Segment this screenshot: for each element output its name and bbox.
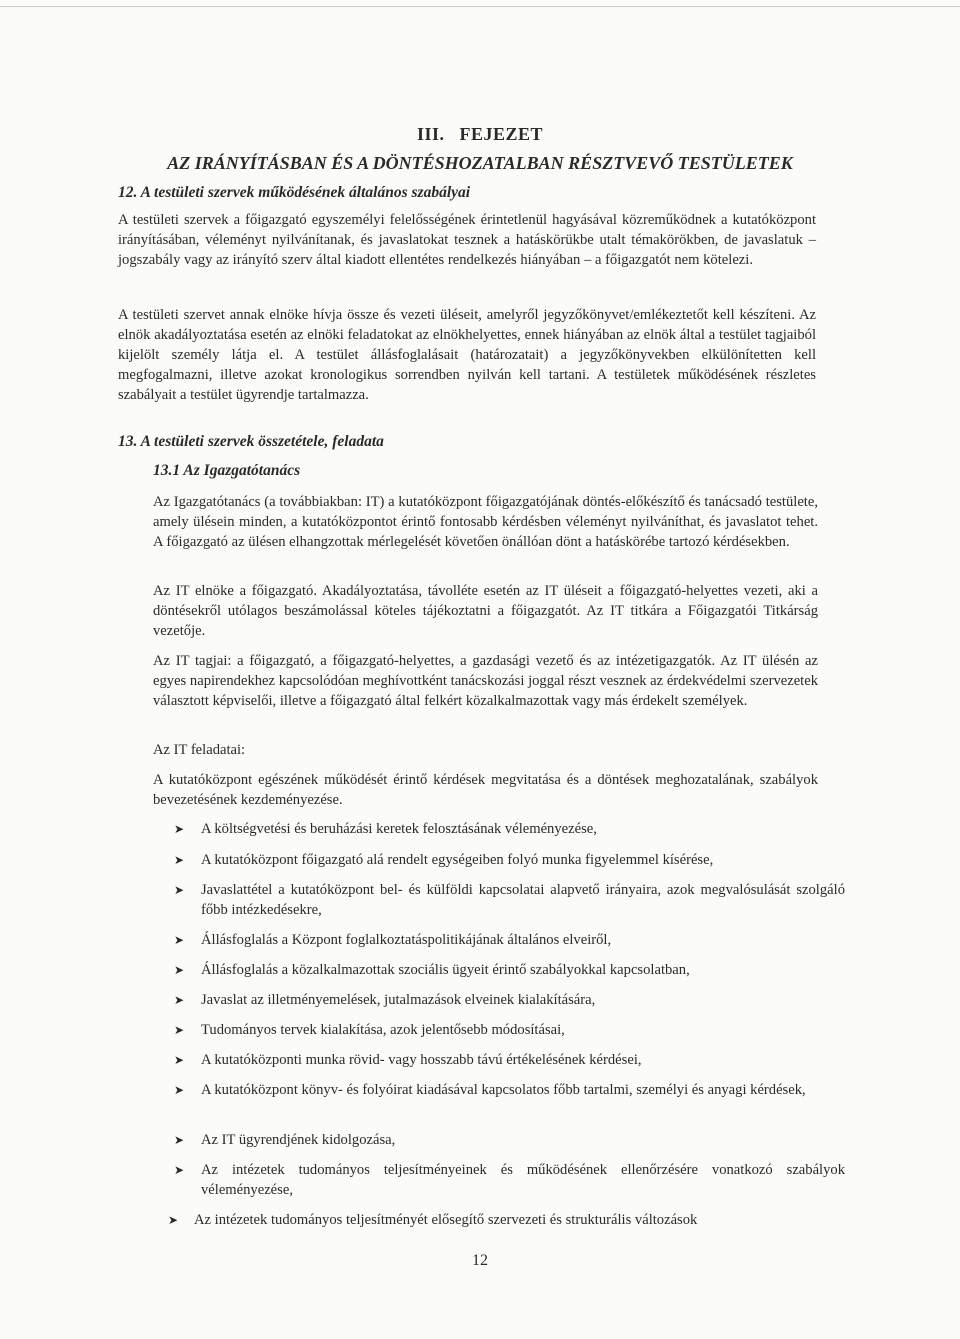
- list-item: ➤ Állásfoglalás a Központ foglalkoztatáspolitikájának általános elveiről,: [174, 932, 612, 948]
- arrow-bullet-icon: ➤: [174, 1053, 185, 1067]
- arrow-bullet-icon: ➤: [174, 993, 185, 1007]
- list-item: ➤ A kutatóközponti munka rövid- vagy hosszabb távú értékelésének kérdései,: [174, 1052, 642, 1068]
- arrow-bullet-icon: ➤: [174, 1163, 185, 1177]
- section-13-1-paragraph-2: Az IT elnöke a főigazgató. Akadályoztatása, távolléte esetén az IT üléseit a főigazgató-helyettes vezeti, aki a döntésekről utólagos beszámolással köteles tájékoztatni a főigazgatót. Az IT titkára a Főigazgatói Titkárság vezetője.: [153, 583, 818, 639]
- list-item: ➤ A költségvetési és beruházási keretek felosztásának véleményezése,: [174, 821, 597, 837]
- section-13-1-paragraph-4: Az IT feladatai:: [153, 742, 246, 758]
- section-13-1-paragraph-3: Az IT tagjai: a főigazgató, a főigazgató-helyettes, a gazdasági vezető és az intézetigazgatók. Az IT ülésén az egyes napirendekhez kapcsolódóan meghívottként tanácskozási joggal részt vesznek az érdekvédelmi szervezetek választott képviselői, illetve a főigazgató által felkért közalkalmazottak vagy más érdekelt személyek.: [153, 653, 818, 709]
- top-border-line: [0, 6, 960, 7]
- chapter-word: FEJEZET: [459, 124, 544, 144]
- list-item: ➤ Az intézetek tudományos teljesítményét elősegítő szervezeti és strukturális változások: [168, 1212, 698, 1228]
- list-item: ➤ Az IT ügyrendjének kidolgozása,: [174, 1132, 396, 1148]
- chapter-subtitle: AZ IRÁNYÍTÁSBAN ÉS A DÖNTÉSHOZATALBAN RÉSZTVEVŐ TESTÜLETEK: [167, 153, 793, 173]
- section-13-1-paragraph-5: A kutatóközpont egészének működését érintő kérdések megvitatása és a döntések meghozatalának, szabályok bevezetésének kezdeményezése.: [153, 772, 818, 808]
- list-item: ➤ Állásfoglalás a közalkalmazottak szociális ügyeit érintő szabályokkal kapcsolatban,: [174, 962, 690, 978]
- arrow-bullet-icon: ➤: [174, 1133, 185, 1147]
- section-12-paragraph-2: A testületi szervet annak elnöke hívja össze és vezeti üléseit, amelyről jegyzőkönyvet/emlékeztetőt kell készíteni. Az elnök akadályoztatása esetén az elnöki feladatokat az elnökhelyettes, ennek hiányában az elnök által a testület tagjaiból kijelölt személy látja el. A testület állásfoglalásait (határozatait) a jegyzőkönyvekben elkülönítetten kell megfogalmazni, illetve azokat kronologikus sorrendben nyilván kell tartani. A testületek működésének részletes szabályait a testület ügyrendje tartalmazza.: [118, 307, 816, 403]
- section-12-paragraph-1: A testületi szervek a főigazgató egyszemélyi felelősségének érintetlenül hagyásával közreműködnek a kutatóközpont irányításában, véleményt nyilvánítanak, és javaslatokat tesznek a hatáskörükbe utalt témakörökben, de javaslatuk – jogszabály vagy az irányító szerv által kiadott ellentétes rendelkezés hiányában – a főigazgatót nem kötelezi.: [118, 212, 816, 268]
- list-item: ➤ A kutatóközpont könyv- és folyóirat kiadásával kapcsolatos főbb tartalmi, személyi és anyagi kérdések,: [174, 1082, 806, 1098]
- section-13-1-paragraph-1: Az Igazgatótanács (a továbbiakban: IT) a kutatóközpont főigazgatójának döntés-előkészítő és tanácsadó testülete, amely ülésein minden, a kutatóközpontot érintő fontosabb kérdésben véleményt nyilváníthat, és javaslatot tehet. A főigazgató az ülésen elhangzottak mérlegelését követően önállóan dönt a hatáskörébe tartozó kérdésekben.: [153, 494, 818, 550]
- chapter-title: [0, 124, 960, 145]
- arrow-bullet-icon: ➤: [174, 1023, 185, 1037]
- arrow-bullet-icon: ➤: [174, 853, 185, 867]
- arrow-bullet-icon: ➤: [174, 883, 185, 897]
- arrow-bullet-icon: ➤: [174, 933, 185, 947]
- arrow-bullet-icon: ➤: [174, 963, 185, 977]
- section-13-heading: 13. A testületi szervek összetétele, feladata: [118, 433, 384, 450]
- section-12-heading: 12. A testületi szervek működésének általános szabályai: [118, 184, 471, 201]
- chapter-number: III.: [416, 124, 445, 144]
- list-item: ➤ Az intézetek tudományos teljesítményeinek és működésének ellenőrzésére vonatkozó szabályok véleményezése,: [174, 1162, 845, 1198]
- arrow-bullet-icon: ➤: [174, 822, 185, 836]
- list-item: ➤ Javaslattétel a kutatóközpont bel- és külföldi kapcsolatai alapvető irányaira, azok megvalósulását szolgáló főbb intézkedésekre,: [174, 882, 845, 918]
- page-number: 12: [472, 1252, 488, 1269]
- arrow-bullet-icon: ➤: [168, 1213, 179, 1227]
- arrow-bullet-icon: ➤: [174, 1083, 185, 1097]
- list-item: ➤ Javaslat az illetményemelések, jutalmazások elveinek kialakítására,: [174, 992, 596, 1008]
- list-item: ➤ Tudományos tervek kialakítása, azok jelentősebb módosításai,: [174, 1022, 565, 1038]
- section-13-1-heading: 13.1 Az Igazgatótanács: [153, 462, 301, 479]
- list-item: ➤ A kutatóközpont főigazgató alá rendelt egységeiben folyó munka figyelemmel kísérése,: [174, 852, 714, 868]
